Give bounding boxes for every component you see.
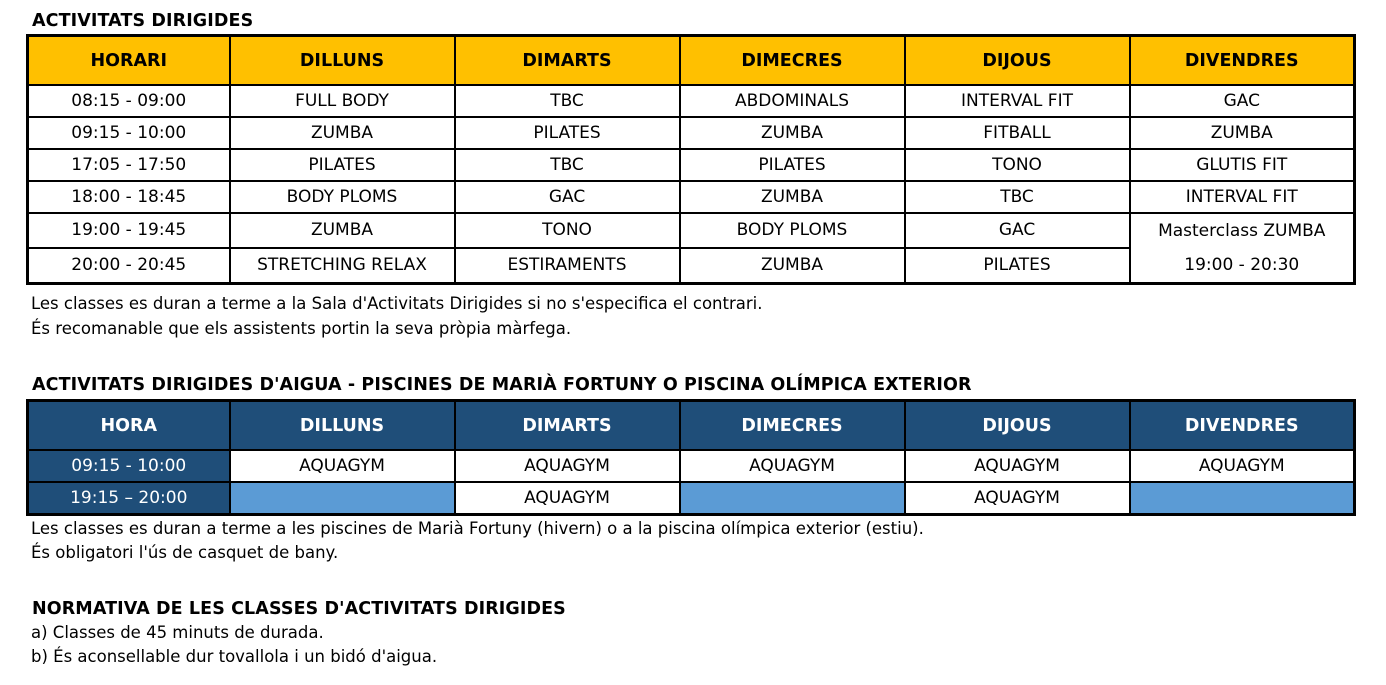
time-cell: 08:15 - 09:00	[28, 85, 230, 117]
time-cell: 19:15 – 20:00	[28, 482, 230, 515]
section1-note-1: Les classes es duran a terme a la Sala d'Activitats Dirigides si no s'especifica el contrari.	[31, 294, 763, 313]
table-cell: TBC	[455, 85, 680, 117]
section2-note-2: És obligatori l'ús de casquet de bany.	[31, 543, 339, 562]
header-dimarts: DIMARTS	[455, 36, 680, 86]
table-cell: GAC	[1130, 85, 1355, 117]
time-cell: 09:15 - 10:00	[28, 450, 230, 482]
section3-title: NORMATIVA DE LES CLASSES D'ACTIVITATS DIRIGIDES	[32, 599, 566, 619]
table-cell: AQUAGYM	[680, 450, 905, 482]
table-cell: GLUTIS FIT	[1130, 149, 1355, 181]
time-cell: 17:05 - 17:50	[28, 149, 230, 181]
header-hora: HORA	[28, 401, 230, 451]
table-cell: AQUAGYM	[455, 450, 680, 482]
masterclass-cell	[1130, 213, 1355, 284]
empty-cell	[1130, 482, 1355, 515]
section2-note-1: Les classes es duran a terme a les piscines de Marià Fortuny (hivern) o a la piscina olímpica exterior (estiu).	[31, 519, 924, 538]
header-divendres: DIVENDRES	[1130, 401, 1355, 451]
table-row	[28, 482, 1355, 515]
table-cell: ESTIRAMENTS	[455, 248, 680, 284]
masterclass-title: Masterclass ZUMBA	[1158, 221, 1326, 241]
table-cell: PILATES	[230, 149, 455, 181]
table-cell: ZUMBA	[680, 248, 905, 284]
table-header-row	[28, 401, 1355, 451]
header-dilluns: DILLUNS	[230, 36, 455, 86]
table-cell: ZUMBA	[680, 181, 905, 213]
masterclass-time: 19:00 - 20:30	[1184, 255, 1300, 275]
section2-title: ACTIVITATS DIRIGIDES D'AIGUA - PISCINES DE MARIÀ FORTUNY O PISCINA OLÍMPICA EXTERIOR	[32, 375, 972, 395]
empty-cell	[230, 482, 455, 515]
header-dijous: DIJOUS	[905, 401, 1130, 451]
water-activities-table	[26, 399, 1356, 516]
table-cell: TONO	[455, 213, 680, 248]
table-cell: AQUAGYM	[905, 450, 1130, 482]
time-cell: 09:15 - 10:00	[28, 117, 230, 149]
table-cell: ABDOMINALS	[680, 85, 905, 117]
table-cell: BODY PLOMS	[680, 213, 905, 248]
rule-item: a) Classes de 45 minuts de durada.	[31, 623, 324, 642]
table-row	[28, 117, 1355, 149]
table-cell: PILATES	[455, 117, 680, 149]
table-cell: GAC	[455, 181, 680, 213]
table-row	[28, 149, 1355, 181]
table-cell: AQUAGYM	[230, 450, 455, 482]
table-cell: ZUMBA	[1130, 117, 1355, 149]
table-cell: ZUMBA	[680, 117, 905, 149]
table-cell: BODY PLOMS	[230, 181, 455, 213]
table-row	[28, 450, 1355, 482]
table-cell: AQUAGYM	[1130, 450, 1355, 482]
section1-title: ACTIVITATS DIRIGIDES	[32, 11, 254, 31]
time-cell: 18:00 - 18:45	[28, 181, 230, 213]
empty-cell	[680, 482, 905, 515]
table-cell: TBC	[905, 181, 1130, 213]
table-cell: FULL BODY	[230, 85, 455, 117]
table-cell: AQUAGYM	[455, 482, 680, 515]
table-cell: INTERVAL FIT	[1130, 181, 1355, 213]
activities-schedule-table	[26, 34, 1356, 285]
header-dimecres: DIMECRES	[680, 36, 905, 86]
time-cell: 20:00 - 20:45	[28, 248, 230, 284]
header-dimarts: DIMARTS	[455, 401, 680, 451]
header-dilluns: DILLUNS	[230, 401, 455, 451]
table-cell: TBC	[455, 149, 680, 181]
table-cell: TONO	[905, 149, 1130, 181]
header-dimecres: DIMECRES	[680, 401, 905, 451]
table-cell: FITBALL	[905, 117, 1130, 149]
table-row	[28, 213, 1355, 248]
section1-note-2: És recomanable que els assistents portin la seva pròpia màrfega.	[31, 319, 572, 338]
table-cell: ZUMBA	[230, 213, 455, 248]
table-row	[28, 85, 1355, 117]
table-cell: AQUAGYM	[905, 482, 1130, 515]
time-cell: 19:00 - 19:45	[28, 213, 230, 248]
header-horari: HORARI	[28, 36, 230, 86]
table-cell: GAC	[905, 213, 1130, 248]
rule-item: b) És aconsellable dur tovallola i un bidó d'aigua.	[31, 647, 438, 666]
table-header-row	[28, 36, 1355, 86]
table-cell: PILATES	[905, 248, 1130, 284]
table-row	[28, 181, 1355, 213]
table-cell: ZUMBA	[230, 117, 455, 149]
table-cell: PILATES	[680, 149, 905, 181]
table-cell: INTERVAL FIT	[905, 85, 1130, 117]
table-cell: STRETCHING RELAX	[230, 248, 455, 284]
header-divendres: DIVENDRES	[1130, 36, 1355, 86]
header-dijous: DIJOUS	[905, 36, 1130, 86]
